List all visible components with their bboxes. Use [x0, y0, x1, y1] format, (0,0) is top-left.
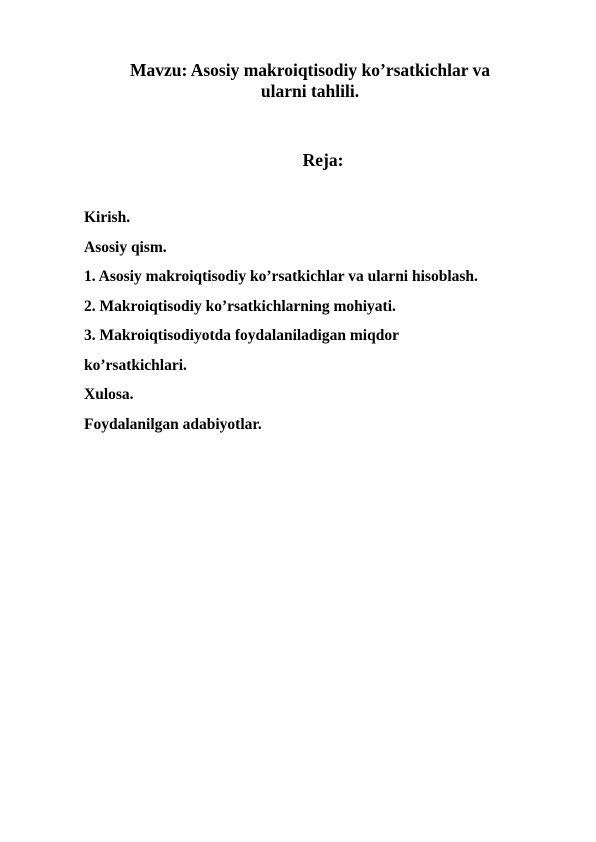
plan-list [84, 203, 564, 439]
title-line-2: ularni tahlili. [260, 81, 360, 101]
plan-item-main-part: Asosiy qism. [84, 238, 167, 256]
plan-item-3: 3. Makroiqtisodiyotda foydalaniladigan miqdor [84, 327, 399, 344]
plan-item-3-continued: ko’rsatkichlari. [84, 356, 187, 374]
plan-item-references: Foydalanilgan adabiyotlar. [84, 415, 262, 433]
plan-item-2: 2. Makroiqtisodiy ko’rsatkichlarning mohiyati. [84, 297, 396, 315]
document-title [70, 60, 550, 102]
plan-item-introduction: Kirish. [84, 209, 131, 226]
title-line-1: Mavzu: Asosiy makroiqtisodiy ko’rsatkichlar va [129, 60, 491, 80]
plan-item-1: 1. Asosiy makroiqtisodiy ko’rsatkichlar va ularni hisoblash. [84, 268, 478, 285]
plan-item-conclusion: Xulosa. [84, 386, 134, 403]
plan-heading: Reja: [302, 150, 344, 170]
